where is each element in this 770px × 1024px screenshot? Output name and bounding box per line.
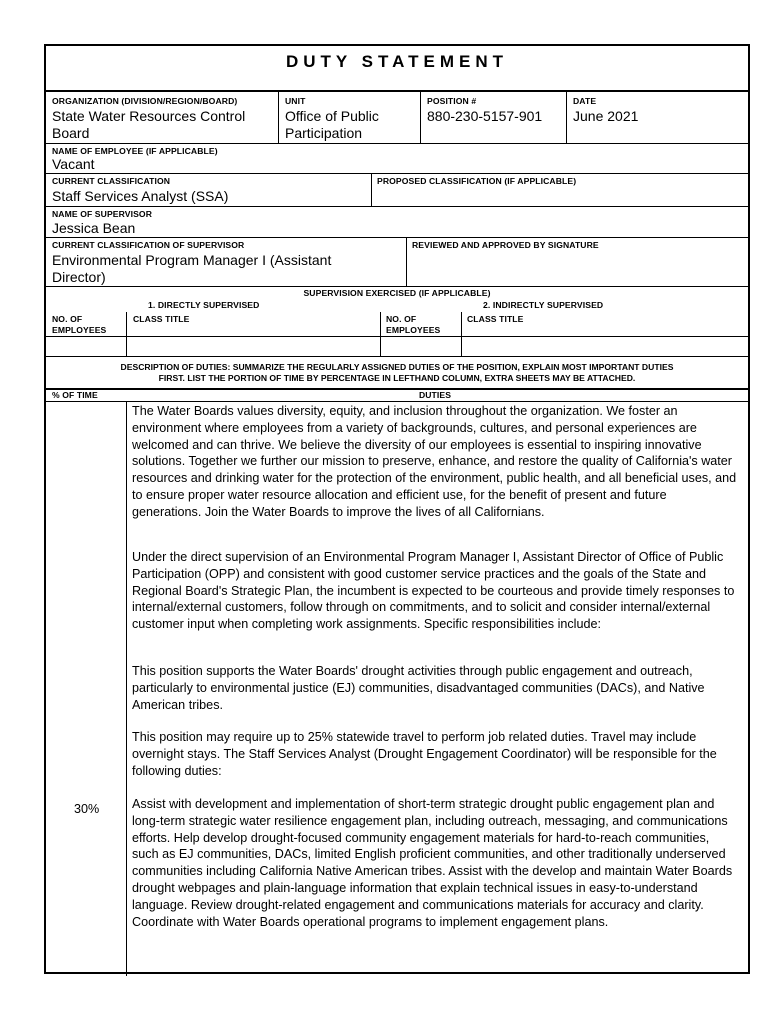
- date-value: June 2021: [573, 108, 639, 124]
- unit-label: UNIT: [285, 96, 306, 106]
- rule: [371, 173, 372, 206]
- time-header: % OF TIME: [52, 390, 98, 400]
- employee-label: NAME OF EMPLOYEE (IF APPLICABLE): [52, 146, 218, 156]
- rule: [46, 206, 748, 207]
- organization-label: ORGANIZATION (DIVISION/REGION/BOARD): [52, 96, 238, 106]
- rule: [46, 143, 748, 144]
- description-line1: DESCRIPTION OF DUTIES: SUMMARIZE THE REGULARLY ASSIGNED DUTIES OF THE POSITION, EXPLAIN MOST IMPORTANT DUTIES: [120, 362, 674, 372]
- duty-statement-form: [44, 44, 750, 974]
- proposed-classification-label: PROPOSED CLASSIFICATION (IF APPLICABLE): [377, 176, 577, 186]
- indirectly-supervised-label: 2. INDIRECTLY SUPERVISED: [483, 300, 604, 310]
- duty-paragraph-diversity: The Water Boards values diversity, equity, and inclusion throughout the organization. We foster an environment where employees from a variety of backgrounds, cultures, and personal experiences are welcomed and can thrive. We believe the diversity of our employees is essential to inspiring innovative solutions. Together we further our mission to preserve, enhance, and restore the quality of California's water resources and drinking water for the protection of the environment, public health, and all beneficial uses, and to ensure proper water resource allocation and efficient use, for the benefit of present and future generations. Join the Water Boards to improve the lives of all Californians.: [132, 404, 737, 519]
- duty-paragraph-supervision: Under the direct supervision of an Environmental Program Manager I, Assistant Director of Office of Public Participation (OPP) and consistent with good customer service practices and the goals of the State and Regional Board's Strategic Plan, the incumbent is expected to be courteous and provide timely responses to internal/external customers, follow through on commitments, and to solicit and consider internal/external customer input when completing work assignments. Specific responsibilities include:: [132, 550, 735, 632]
- rule: [46, 286, 748, 287]
- rule: [46, 173, 748, 174]
- supervisor-label: NAME OF SUPERVISOR: [52, 209, 153, 219]
- position-label: POSITION #: [427, 96, 477, 106]
- organization-value-line2: Board: [52, 125, 90, 141]
- current-classification-label: CURRENT CLASSIFICATION: [52, 176, 171, 186]
- duties-header: DUTIES: [418, 390, 452, 400]
- form-title: DUTY STATEMENT: [285, 52, 509, 71]
- duty-paragraph-engagement: Assist with development and implementation of short-term strategic drought public engagement plan and long-term strategic water resilience engagement plan, including outreach, messaging, and communications efforts. Help develop drought-focused community engagement materials for hard-to-reach communities, such as EJ communities, DACs, limited English proficient communities, and other traditionally underserved communities including California Native American tribes. Assist with the develop and maintain Water Boards drought webpages and plain-language information that explain technical issues in easy-to-understand language. Review drought-related engagement and communications materials for accuracy and clarity. Coordinate with Water Boards operational programs to implement engagement plans.: [132, 797, 733, 929]
- rule: [46, 401, 748, 402]
- rule: [461, 312, 462, 356]
- duty-paragraph-travel: This position may require up to 25% statewide travel to perform job related duties. Travel may include overnight stays. The Staff Services Analyst (Drought Engagement Coordinator) will be responsible for the following duties:: [132, 730, 717, 778]
- rule: [46, 356, 748, 357]
- directly-supervised-label: 1. DIRECTLY SUPERVISED: [148, 300, 260, 310]
- rule: [406, 237, 407, 286]
- supervision-label: SUPERVISION EXERCISED (IF APPLICABLE): [303, 288, 491, 298]
- supervisor-classification-line1: Environmental Program Manager I (Assistant: [52, 252, 332, 268]
- rule: [126, 401, 127, 976]
- rule: [126, 312, 127, 356]
- unit-value-line1: Office of Public: [285, 108, 379, 124]
- position-value: 880-230-5157-901: [427, 108, 543, 124]
- rule: [46, 237, 748, 238]
- supervisor-classification-line2: Director): [52, 269, 106, 285]
- duty-paragraph-drought: This position supports the Water Boards' drought activities through public engagement and outreach, particularly to environmental justice (EJ) communities, disadvantaged communities (DACs), and Native American tribes.: [132, 664, 705, 712]
- date-label: DATE: [573, 96, 597, 106]
- duty-time-30: 30%: [74, 802, 100, 816]
- rule: [278, 90, 279, 143]
- no-of-label-2: NO. OF: [386, 314, 417, 324]
- employees-label-2: EMPLOYEES: [386, 325, 441, 335]
- class-title-label-2: CLASS TITLE: [467, 314, 524, 324]
- rule: [420, 90, 421, 143]
- employee-value: Vacant: [52, 156, 95, 172]
- class-title-label: CLASS TITLE: [133, 314, 190, 324]
- rule: [46, 90, 748, 92]
- rule: [46, 336, 748, 337]
- supervisor-value: Jessica Bean: [52, 220, 136, 236]
- supervisor-classification-label: CURRENT CLASSIFICATION OF SUPERVISOR: [52, 240, 245, 250]
- organization-value-line1: State Water Resources Control: [52, 108, 246, 124]
- unit-value-line2: Participation: [285, 125, 363, 141]
- employees-label: EMPLOYEES: [52, 325, 107, 335]
- current-classification-value: Staff Services Analyst (SSA): [52, 188, 229, 204]
- description-line2: FIRST. LIST THE PORTION OF TIME BY PERCENTAGE IN LEFTHAND COLUMN, EXTRA SHEETS MAY BE ATTACHED.: [158, 373, 636, 383]
- rule: [566, 90, 567, 143]
- rule: [380, 312, 381, 356]
- no-of-label: NO. OF: [52, 314, 83, 324]
- reviewed-label: REVIEWED AND APPROVED BY SIGNATURE: [412, 240, 599, 250]
